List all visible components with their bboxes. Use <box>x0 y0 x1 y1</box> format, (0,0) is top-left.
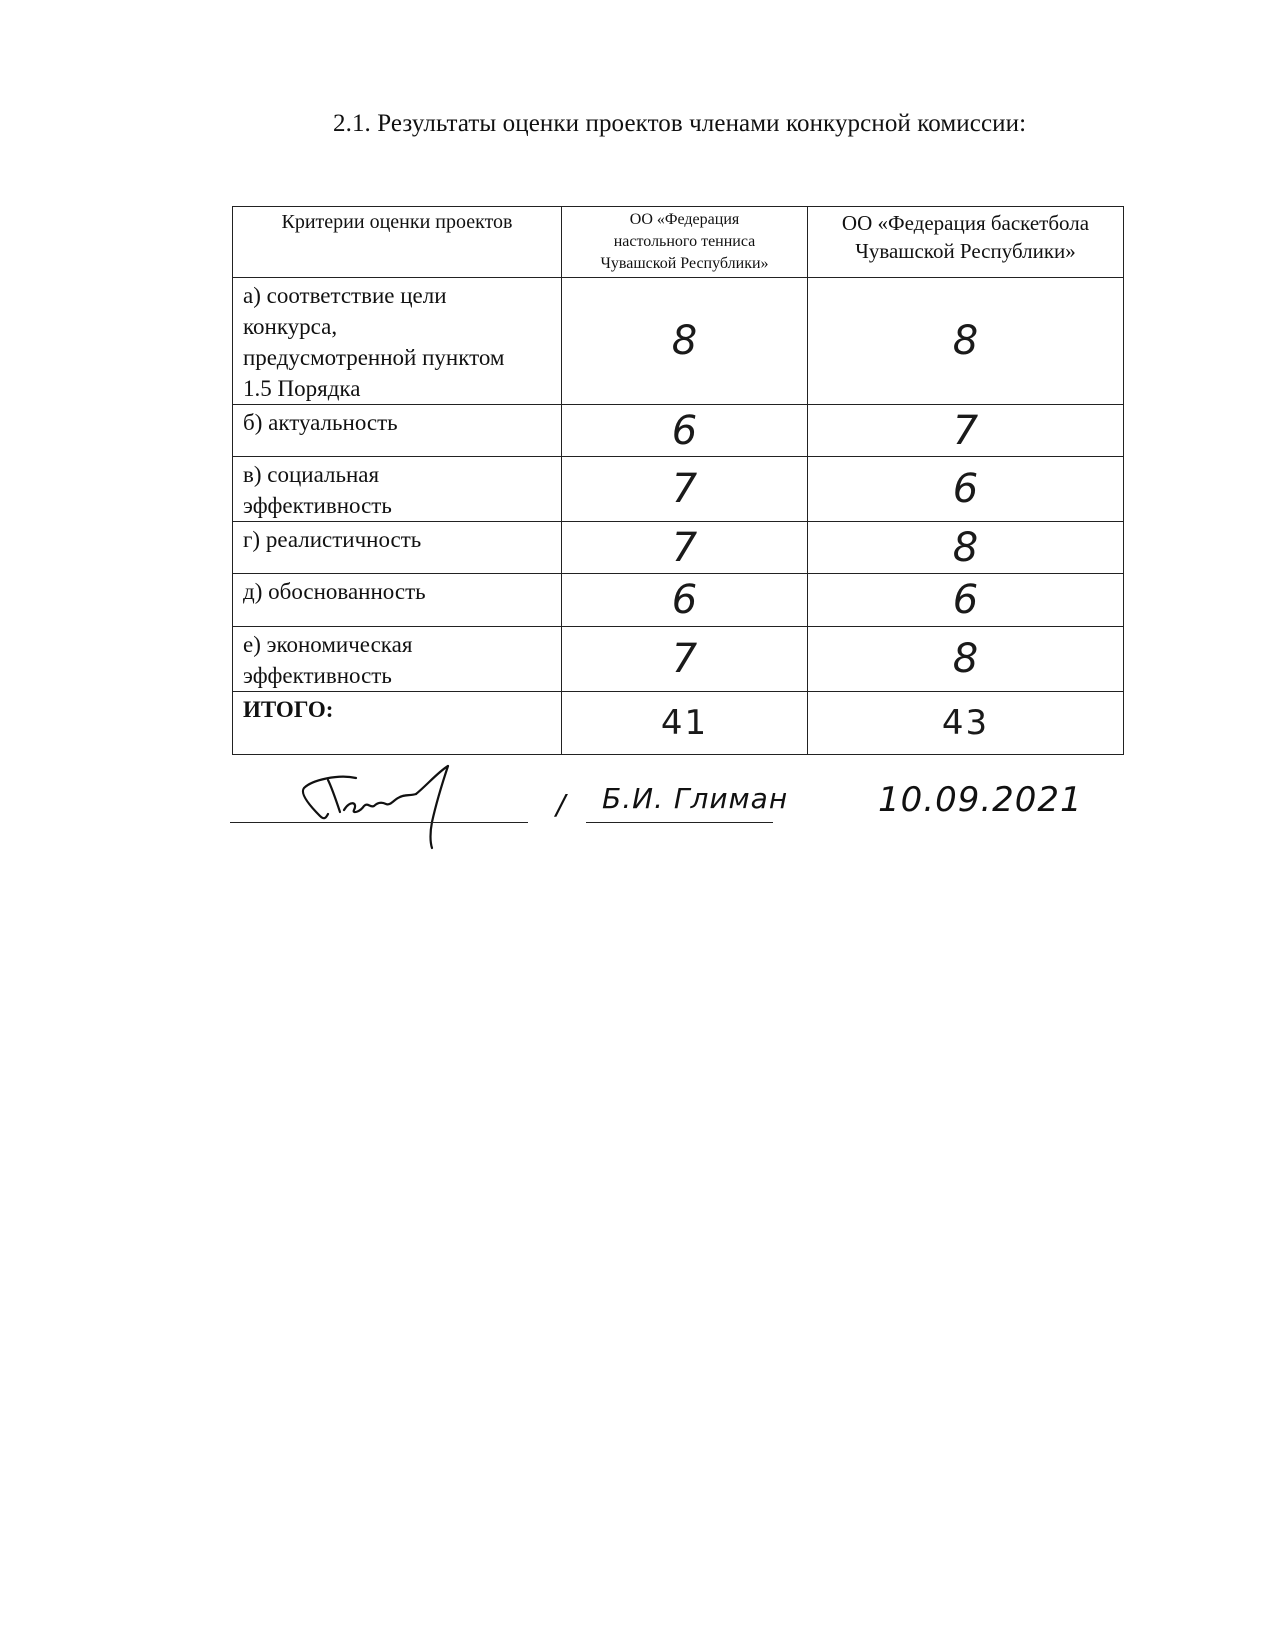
score-org-b: 6 <box>808 574 1124 627</box>
name-underline <box>586 822 773 823</box>
total-org-b: 43 <box>808 692 1124 755</box>
criteria-line: в) социальная <box>243 462 380 487</box>
score-org-a: 6 <box>562 405 808 457</box>
signature-separator: / <box>556 788 566 821</box>
score-org-b: 8 <box>808 627 1124 692</box>
signature-date: 10.09.2021 <box>878 780 1083 820</box>
header-org-b-line: ОО «Федерация баскетбола <box>841 211 1090 235</box>
score-org-b: 7 <box>808 405 1124 457</box>
header-org-b-line: Чувашской Республики» <box>855 239 1076 263</box>
criteria-line: 1.5 Порядка <box>243 376 361 401</box>
criteria-cell <box>233 457 562 522</box>
table-row <box>233 574 1124 627</box>
handwritten-signature <box>298 760 478 850</box>
criteria-cell <box>233 278 562 405</box>
score-org-a: 7 <box>562 457 808 522</box>
total-org-a: 41 <box>562 692 808 755</box>
header-org-a-line: настольного тенниса <box>613 233 756 250</box>
score-org-a: 6 <box>562 574 808 627</box>
table-row <box>233 278 1124 405</box>
score-org-a: 7 <box>562 627 808 692</box>
score-org-a: 8 <box>562 278 808 405</box>
signatory-name: Б.И. Глиман <box>602 782 789 815</box>
table-header-row <box>233 207 1124 278</box>
header-org-a <box>562 207 808 278</box>
criteria-line: д) обоснованность <box>243 579 426 604</box>
header-org-b <box>808 207 1124 278</box>
score-org-b: 6 <box>808 457 1124 522</box>
criteria-cell <box>233 627 562 692</box>
criteria-line: б) актуальность <box>243 410 398 435</box>
criteria-line: предусмотренной пунктом <box>243 345 505 370</box>
table-row <box>233 457 1124 522</box>
table-row <box>233 522 1124 574</box>
criteria-cell <box>233 405 562 457</box>
page-heading: 2.1. Результаты оценки проектов членами конкурсной комиссии: <box>333 110 1027 137</box>
total-label: ИТОГО: <box>233 692 562 755</box>
score-org-b: 8 <box>808 278 1124 405</box>
criteria-line: эффективность <box>243 663 392 688</box>
signature-underline <box>230 822 528 823</box>
signature-block <box>230 760 1130 850</box>
table-row <box>233 627 1124 692</box>
criteria-line: конкурса, <box>243 314 338 339</box>
header-criteria: Критерии оценки проектов <box>233 207 562 278</box>
score-org-b: 8 <box>808 522 1124 574</box>
criteria-line: а) соответствие цели <box>243 283 447 308</box>
criteria-line: г) реалистичность <box>243 527 422 552</box>
criteria-line: е) экономическая <box>243 632 413 657</box>
header-org-a-line: ОО «Федерация <box>629 211 740 228</box>
evaluation-table <box>232 206 1124 755</box>
header-org-a-line: Чувашской Республики» <box>600 255 769 272</box>
score-org-a: 7 <box>562 522 808 574</box>
criteria-line: эффективность <box>243 493 392 518</box>
table-row-total <box>233 692 1124 755</box>
table-row <box>233 405 1124 457</box>
criteria-cell <box>233 522 562 574</box>
criteria-cell <box>233 574 562 627</box>
